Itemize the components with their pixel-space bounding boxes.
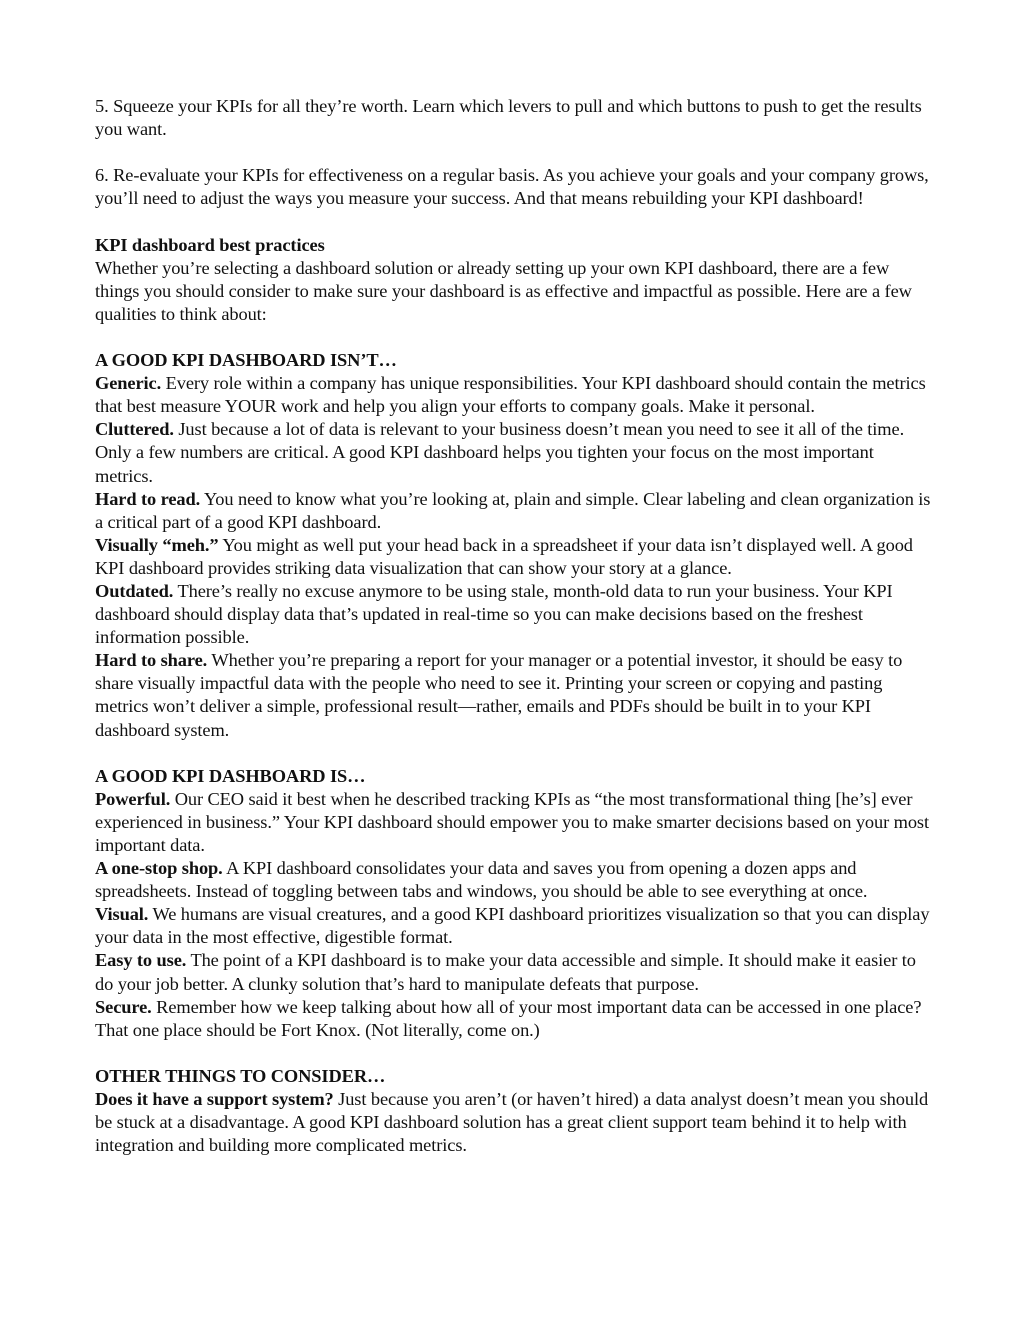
spacer	[95, 1042, 935, 1065]
isnt-item-outdated	[95, 580, 935, 649]
item-text: We humans are visual creatures, and a good KPI dashboard prioritizes visualization so that you can display your data in the most effective, digestible format.	[95, 904, 930, 948]
item-text: Just because a lot of data is relevant to your business doesn’t mean you need to see it all of the time. Only a few numbers are critical. A good KPI dashboard helps you tighten your focus on the most important metrics.	[95, 419, 905, 486]
item-term: Visually “meh.”	[95, 534, 219, 555]
isnt-item-hard-to-share	[95, 649, 935, 741]
other-item-support-system	[95, 1088, 935, 1157]
isnt-item-cluttered	[95, 418, 935, 487]
step-5-paragraph: 5. Squeeze your KPIs for all they’re worth. Learn which levers to pull and which buttons to push to get the results you want.	[95, 96, 922, 140]
isnt-item-visually-meh	[95, 534, 935, 580]
spacer	[95, 742, 935, 765]
item-term: Hard to read.	[95, 488, 201, 509]
best-practices-heading: KPI dashboard best practices	[95, 234, 325, 255]
document-page	[95, 95, 935, 1157]
spacer	[95, 326, 935, 349]
is-item-one-stop-shop	[95, 857, 935, 903]
item-text: The point of a KPI dashboard is to make your data accessible and simple. It should make it easier to do your job better. A clunky solution that’s hard to manipulate defeats that purpose.	[95, 950, 916, 994]
item-text: Remember how we keep talking about how all of your most important data can be accessed in one place? That one place should be Fort Knox. (Not literally, come on.)	[95, 996, 922, 1040]
item-text: Our CEO said it best when he described tracking KPIs as “the most transformational thing [he’s] ever experienced in business.” Your KPI dashboard should empower you to make smarter decisions based on your most important data.	[95, 788, 929, 855]
item-text: You might as well put your head back in a spreadsheet if your data isn’t displayed well. A good KPI dashboard provides striking data visualization that can show your story at a glance.	[95, 534, 913, 578]
best-practices-intro: Whether you’re selecting a dashboard solution or already setting up your own KPI dashboard, there are a few things you should consider to make sure your dashboard is as effective and impactful as possible. Here are a few qualities to think about:	[95, 257, 912, 324]
item-term: Powerful.	[95, 788, 171, 809]
isnt-item-hard-to-read	[95, 488, 935, 534]
is-item-powerful	[95, 788, 935, 857]
isnt-item-generic	[95, 372, 935, 418]
item-term: Generic.	[95, 373, 162, 394]
other-heading: OTHER THINGS TO CONSIDER…	[95, 1065, 386, 1086]
spacer	[95, 210, 935, 233]
item-text: Every role within a company has unique responsibilities. Your KPI dashboard should contain the metrics that best measure YOUR work and help you align your efforts to company goals. Make it personal.	[95, 373, 926, 417]
is-item-visual	[95, 903, 935, 949]
item-text: A KPI dashboard consolidates your data and saves you from opening a dozen apps and spreadsheets. Instead of toggling between tabs and windows, you should be able to see everything at once.	[95, 858, 868, 902]
item-term: A one-stop shop.	[95, 858, 223, 879]
is-item-secure	[95, 996, 935, 1042]
isnt-heading: A GOOD KPI DASHBOARD ISN’T…	[95, 350, 397, 371]
spacer	[95, 141, 935, 164]
item-term: Does it have a support system?	[95, 1089, 334, 1110]
step-6-paragraph: 6. Re-evaluate your KPIs for effectiveness on a regular basis. As you achieve your goals and your company grows, you’ll need to adjust the ways you measure your success. And that means rebuilding your KPI dashboard!	[95, 165, 929, 209]
item-text: Whether you’re preparing a report for your manager or a potential investor, it should be easy to share visually impactful data with the people who need to see it. Printing your screen or copying and pasting metrics won’t deliver a simple, professional result—rather, emails and PDFs should be built in to your KPI dashboard system.	[95, 650, 903, 740]
item-term: Cluttered.	[95, 419, 174, 440]
item-term: Easy to use.	[95, 950, 187, 971]
item-term: Secure.	[95, 996, 152, 1017]
is-item-easy-to-use	[95, 949, 935, 995]
item-text: There’s really no excuse anymore to be using stale, month-old data to run your business. Your KPI dashboard should display data that’s updated in real-time so you can make decisions based on the freshest information possible.	[95, 580, 893, 648]
item-text: Just because you aren’t (or haven’t hired) a data analyst doesn’t mean you should be stuck at a disadvantage. A good KPI dashboard solution has a great client support team behind it to help with integration and building more complicated metrics.	[95, 1089, 929, 1156]
item-term: Hard to share.	[95, 650, 208, 671]
item-term: Outdated.	[95, 580, 174, 601]
item-text: You need to know what you’re looking at, plain and simple. Clear labeling and clean organization is a critical part of a good KPI dashboard.	[95, 488, 931, 532]
is-heading: A GOOD KPI DASHBOARD IS…	[95, 765, 366, 786]
item-term: Visual.	[95, 904, 149, 925]
